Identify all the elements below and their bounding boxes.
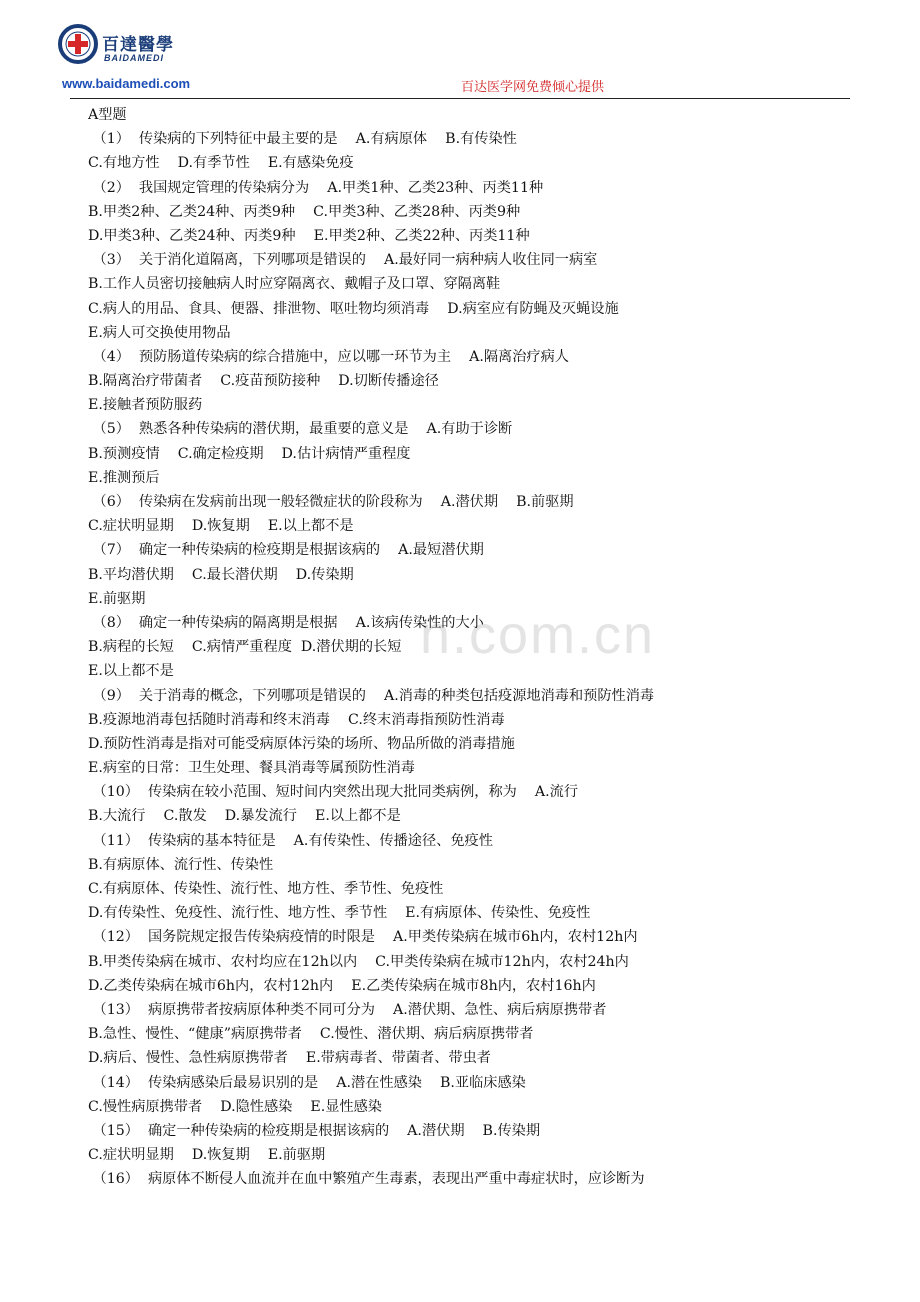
- question-line: （11） 传染病的基本特征是 A.有传染性、传播途径、免疫性: [88, 832, 493, 849]
- option-line: E.病室的日常：卫生处理、餐具消毒等属预防性消毒: [88, 760, 415, 777]
- medical-cross-icon: [58, 24, 98, 64]
- option-line: D.乙类传染病在城市6h内，农村12h内 E.乙类传染病在城市8h内，农村16h内: [88, 977, 596, 994]
- option-line: B.工作人员密切接触病人时应穿隔离衣、戴帽子及口罩、穿隔离鞋: [88, 276, 501, 293]
- header-divider: [70, 98, 850, 99]
- option-line: B.急性、慢性、“健康”病原携带者 C.慢性、潜伏期、病后病原携带者: [88, 1026, 534, 1043]
- question-line: （8） 确定一种传染病的隔离期是根据 A.该病传染性的大小: [88, 614, 484, 631]
- logo-english-text: BAIDAMEDI: [104, 53, 164, 63]
- site-logo[interactable]: [58, 24, 198, 74]
- option-line: B.病程的长短 C.病情严重程度 D.潜伏期的长短: [88, 639, 402, 656]
- page-header: [0, 0, 920, 100]
- option-line: B.有病原体、流行性、传染性: [88, 856, 274, 873]
- site-note: 百达医学网免费倾心提供: [461, 80, 605, 95]
- option-line: B.隔离治疗带菌者 C.疫苗预防接种 D.切断传播途径: [88, 373, 439, 390]
- question-line: （4） 预防肠道传染病的综合措施中，应以哪一环节为主 A.隔离治疗病人: [88, 348, 569, 365]
- option-line: B.平均潜伏期 C.最长潜伏期 D.传染期: [88, 566, 354, 583]
- option-line: E.推测预后: [88, 469, 160, 486]
- option-line: C.有病原体、传染性、流行性、地方性、季节性、免疫性: [88, 881, 444, 897]
- option-line: C.慢性病原携带者 D.隐性感染 E.显性感染: [88, 1098, 382, 1115]
- watermark: n.com.cn: [420, 605, 656, 665]
- question-line: （3） 关于消化道隔离，下列哪项是错误的 A.最好同一病种病人收住同一病室: [88, 252, 598, 269]
- site-url-link[interactable]: www.baidamedi.com: [62, 76, 191, 91]
- question-line: （15） 确定一种传染病的检疫期是根据该病的 A.潜伏期 B.传染期: [88, 1122, 541, 1139]
- option-line: B.甲类2种、乙类24种、丙类9种 C.甲类3种、乙类28种、丙类9种: [88, 203, 521, 220]
- option-line: B.甲类传染病在城市、农村均应在12h以内 C.甲类传染病在城市12h内，农村24h内: [88, 953, 629, 970]
- section-heading: A型题: [88, 107, 127, 123]
- question-line: （16） 病原体不断侵人血流并在血中繁殖产生毒素，表现出严重中毒症状时，应诊断为: [88, 1171, 645, 1188]
- question-line: （5） 熟悉各种传染病的潜伏期，最重要的意义是 A.有助于诊断: [88, 421, 513, 438]
- question-line: （2） 我国规定管理的传染病分为 A.甲类1种、乙类23种、丙类11种: [88, 179, 544, 196]
- option-line: B.大流行 C.散发 D.暴发流行 E.以上都不是: [88, 808, 401, 825]
- option-line: C.病人的用品、食具、便器、排泄物、呕吐物均须消毒 D.病室应有防蝇及灭蝇设施: [88, 300, 619, 317]
- option-line: C.有地方性 D.有季节性 E.有感染免疫: [88, 155, 354, 172]
- option-line: E.病人可交换使用物品: [88, 324, 231, 341]
- logo-chinese-text: 百達醫學: [102, 35, 174, 55]
- option-line: E.前驱期: [88, 590, 146, 607]
- option-line: D.甲类3种、乙类24种、丙类9种 E.甲类2种、乙类22种、丙类11种: [88, 227, 530, 244]
- question-line: （12） 国务院规定报告传染病疫情的时限是 A.甲类传染病在城市6h内，农村12h内: [88, 929, 638, 946]
- question-line: （14） 传染病感染后最易识别的是 A.潜在性感染 B.亚临床感染: [88, 1074, 526, 1091]
- question-line: （13） 病原携带者按病原体种类不同可分为 A.潜伏期、急性、病后病原携带者: [88, 1001, 607, 1018]
- option-line: E.接触者预防服药: [88, 397, 203, 414]
- option-line: E.以上都不是: [88, 663, 174, 680]
- option-line: C.症状明显期 D.恢复期 E.以上都不是: [88, 518, 354, 535]
- option-line: B.疫源地消毒包括随时消毒和终末消毒 C.终末消毒指预防性消毒: [88, 711, 505, 728]
- option-line: D.预防性消毒是指对可能受病原体污染的场所、物品所做的消毒措施: [88, 735, 515, 752]
- option-line: D.病后、慢性、急性病原携带者 E.带病毒者、带菌者、带虫者: [88, 1050, 491, 1067]
- question-line: （9） 关于消毒的概念，下列哪项是错误的 A.消毒的种类包括疫源地消毒和预防性消毒: [88, 687, 655, 704]
- question-line: （10） 传染病在较小范围、短时间内突然出现大批同类病例，称为 A.流行: [88, 784, 579, 801]
- question-line: （1） 传染病的下列特征中最主要的是 A.有病原体 B.有传染性: [88, 131, 517, 148]
- option-line: D.有传染性、免疫性、流行性、地方性、季节性 E.有病原体、传染性、免疫性: [88, 905, 591, 922]
- question-line: （6） 传染病在发病前出现一般轻微症状的阶段称为 A.潜伏期 B.前驱期: [88, 494, 574, 510]
- question-line: （7） 确定一种传染病的检疫期是根据该病的 A.最短潜伏期: [88, 542, 484, 559]
- question-text: [88, 103, 888, 1191]
- option-line: C.症状明显期 D.恢复期 E.前驱期: [88, 1147, 326, 1164]
- option-line: B.预测疫情 C.确定检疫期 D.估计病情严重程度: [88, 445, 411, 462]
